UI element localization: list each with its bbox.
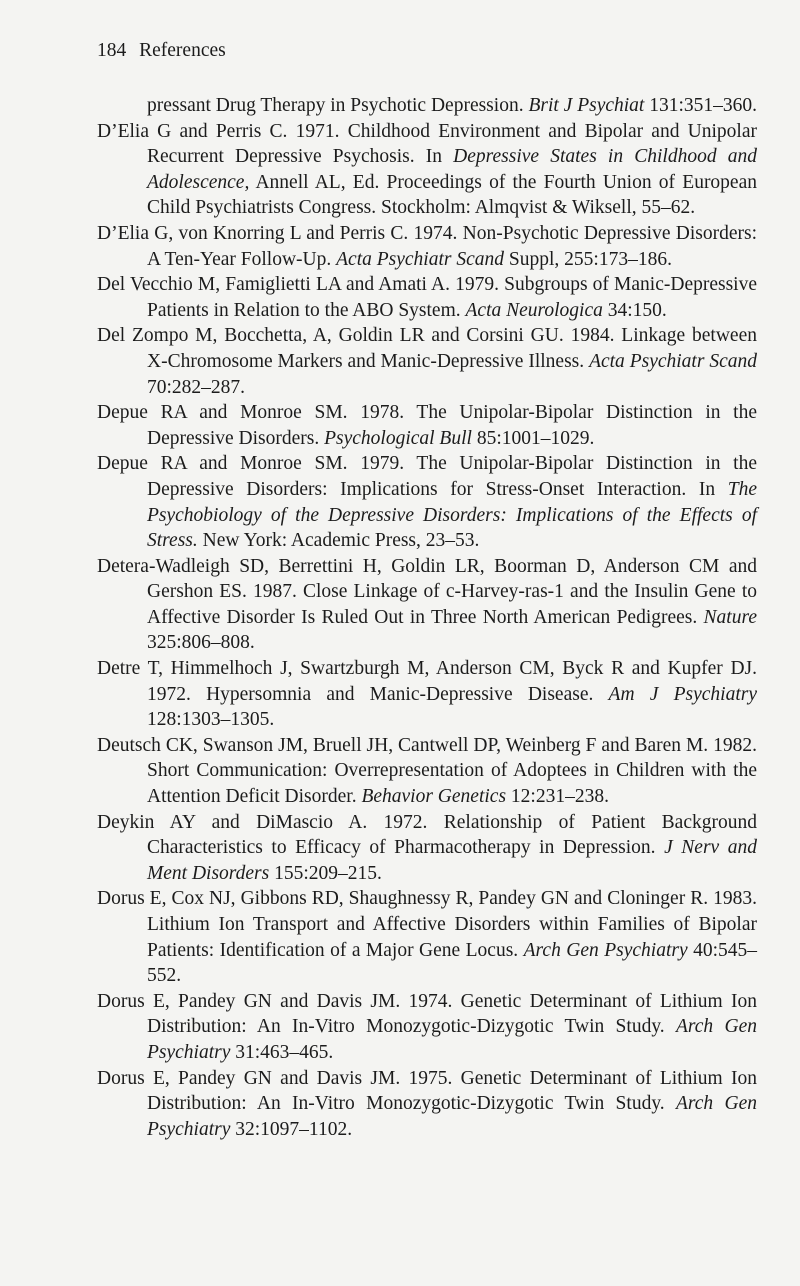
- reference-text: Deykin AY and DiMascio A. 1972. Relationship of Patient Background Characteristics to Efficacy of Pharmacotherapy in Depression.: [97, 811, 757, 859]
- reference-text: Dorus E, Cox NJ, Gibbons RD, Shaughnessy R, Pandey GN and Cloninger R. 1983. Lithium Ion Transport and Affective Disorders within Families of Bipolar Patients: Identification of a Major Gene Locus.: [97, 888, 757, 961]
- reference-text: Depue RA and Monroe SM. 1978. The Unipolar-Bipolar Distinction in the Depressive Disorders.: [97, 402, 757, 449]
- reference-text: Dorus E, Pandey GN and Davis JM. 1975. Genetic Determinant of Lithium Ion Distribution: An In-Vitro Monozygotic-Dizygotic Twin Study.: [97, 1067, 757, 1115]
- reference-text: pressant Drug Therapy in Psychotic Depression.: [147, 95, 529, 116]
- journal-title: Nature: [703, 606, 757, 628]
- journal-title: The Psychobiology of the Depressive Disorders: Implications of the Effects of Stress.: [147, 478, 757, 552]
- reference-entry: [97, 554, 757, 656]
- reference-text: Detera-Wadleigh SD, Berrettini H, Goldin LR, Boorman D, Anderson CM and Gershon ES. 1987. Close Linkage of c-Harvey-ras-1 and the Insulin Gene to Affective Disorder Is Ruled Out in Three North American Pedigrees.: [97, 555, 757, 628]
- reference-citation: 34:150.: [602, 299, 667, 321]
- journal-title: Behavior Genetics: [361, 786, 507, 808]
- reference-entry: [97, 323, 757, 400]
- journal-title: Brit J Psychiat: [528, 95, 645, 116]
- reference-text: Detre T, Himmelhoch J, Swartzburgh M, Anderson CM, Byck R and Kupfer DJ. 1972. Hypersomnia and Manic-Depressive Disease.: [97, 658, 757, 705]
- reference-citation: 131:351–360.: [644, 95, 758, 116]
- reference-citation: New York: Academic Press, 23–53.: [197, 530, 480, 552]
- reference-entry: [97, 886, 757, 988]
- reference-entry: [97, 400, 757, 451]
- journal-title: Arch Gen Psychiatry: [147, 1016, 757, 1063]
- reference-entry: [97, 221, 757, 272]
- reference-citation: 31:463–465.: [230, 1041, 334, 1063]
- journal-title: Depressive States in Childhood and Adolescence,: [147, 146, 757, 193]
- reference-entry: [97, 656, 757, 733]
- reference-entry: [97, 810, 757, 887]
- journal-title: Acta Neurologica: [465, 299, 603, 321]
- reference-citation: Annell AL, Ed. Proceedings of the Fourth Union of European Child Psychiatrists Congress. Stockholm: Almqvist & Wiksell, 55–62.: [147, 171, 757, 219]
- reference-entry: [97, 989, 757, 1066]
- page-number: 184: [97, 40, 127, 61]
- section-title: References: [139, 40, 226, 61]
- reference-entry: [97, 272, 757, 323]
- journal-title: J Nerv and Ment Disorders: [147, 837, 757, 884]
- reference-text: Deutsch CK, Swanson JM, Bruell JH, Cantwell DP, Weinberg F and Baren M. 1982. Short Communication: Overrepresentation of Adoptees in Children with the Attention Deficit Disorder.: [97, 734, 757, 808]
- reference-entry: [97, 733, 757, 810]
- journal-title: Arch Gen Psychiatry: [523, 939, 688, 961]
- reference-entry: [97, 451, 757, 553]
- reference-text: Del Vecchio M, Famiglietti LA and Amati A. 1979. Subgroups of Manic-Depressive Patients in Relation to the ABO System.: [97, 274, 757, 321]
- reference-entry: [97, 93, 757, 119]
- reference-citation: 155:209–215.: [269, 862, 382, 884]
- journal-title: Acta Psychiatr Scand: [589, 350, 757, 372]
- reference-citation: 325:806–808.: [147, 632, 255, 654]
- reference-citation: Suppl, 255:173–186.: [504, 248, 672, 270]
- reference-text: Dorus E, Pandey GN and Davis JM. 1974. Genetic Determinant of Lithium Ion Distribution: An In-Vitro Monozygotic-Dizygotic Twin Study.: [97, 990, 757, 1038]
- journal-title: Acta Psychiatr Scand: [336, 248, 505, 270]
- page-header: [97, 40, 226, 62]
- journal-title: Psychological Bull: [324, 427, 472, 449]
- reference-list: [97, 93, 757, 1142]
- reference-text: Depue RA and Monroe SM. 1979. The Unipolar-Bipolar Distinction in the Depressive Disorders: Implications for Stress-Onset Interaction. In: [97, 453, 757, 500]
- reference-citation: 85:1001–1029.: [471, 427, 595, 449]
- reference-entry: [97, 1066, 757, 1143]
- reference-text: Del Zompo M, Bocchetta, A, Goldin LR and Corsini GU. 1984. Linkage between X-Chromosome Markers and Manic-Depressive Illness.: [97, 325, 757, 372]
- reference-entry: [97, 119, 757, 221]
- reference-citation: 70:282–287.: [147, 376, 246, 398]
- reference-citation: 40:545–552.: [147, 939, 758, 987]
- reference-citation: 12:231–238.: [506, 786, 609, 808]
- reference-text: D’Elia G, von Knorring L and Perris C. 1974. Non-Psychotic Depressive Disorders: A Ten-Year Follow-Up.: [97, 222, 757, 270]
- reference-text: D’Elia G and Perris C. 1971. Childhood Environment and Bipolar and Unipolar Recurrent Depressive Psychosis. In: [97, 120, 757, 168]
- journal-title: Am J Psychiatry: [608, 683, 757, 705]
- reference-citation: 32:1097–1102.: [230, 1118, 353, 1140]
- journal-title: Arch Gen Psychiatry: [147, 1093, 757, 1140]
- reference-citation: 128:1303–1305.: [147, 709, 275, 731]
